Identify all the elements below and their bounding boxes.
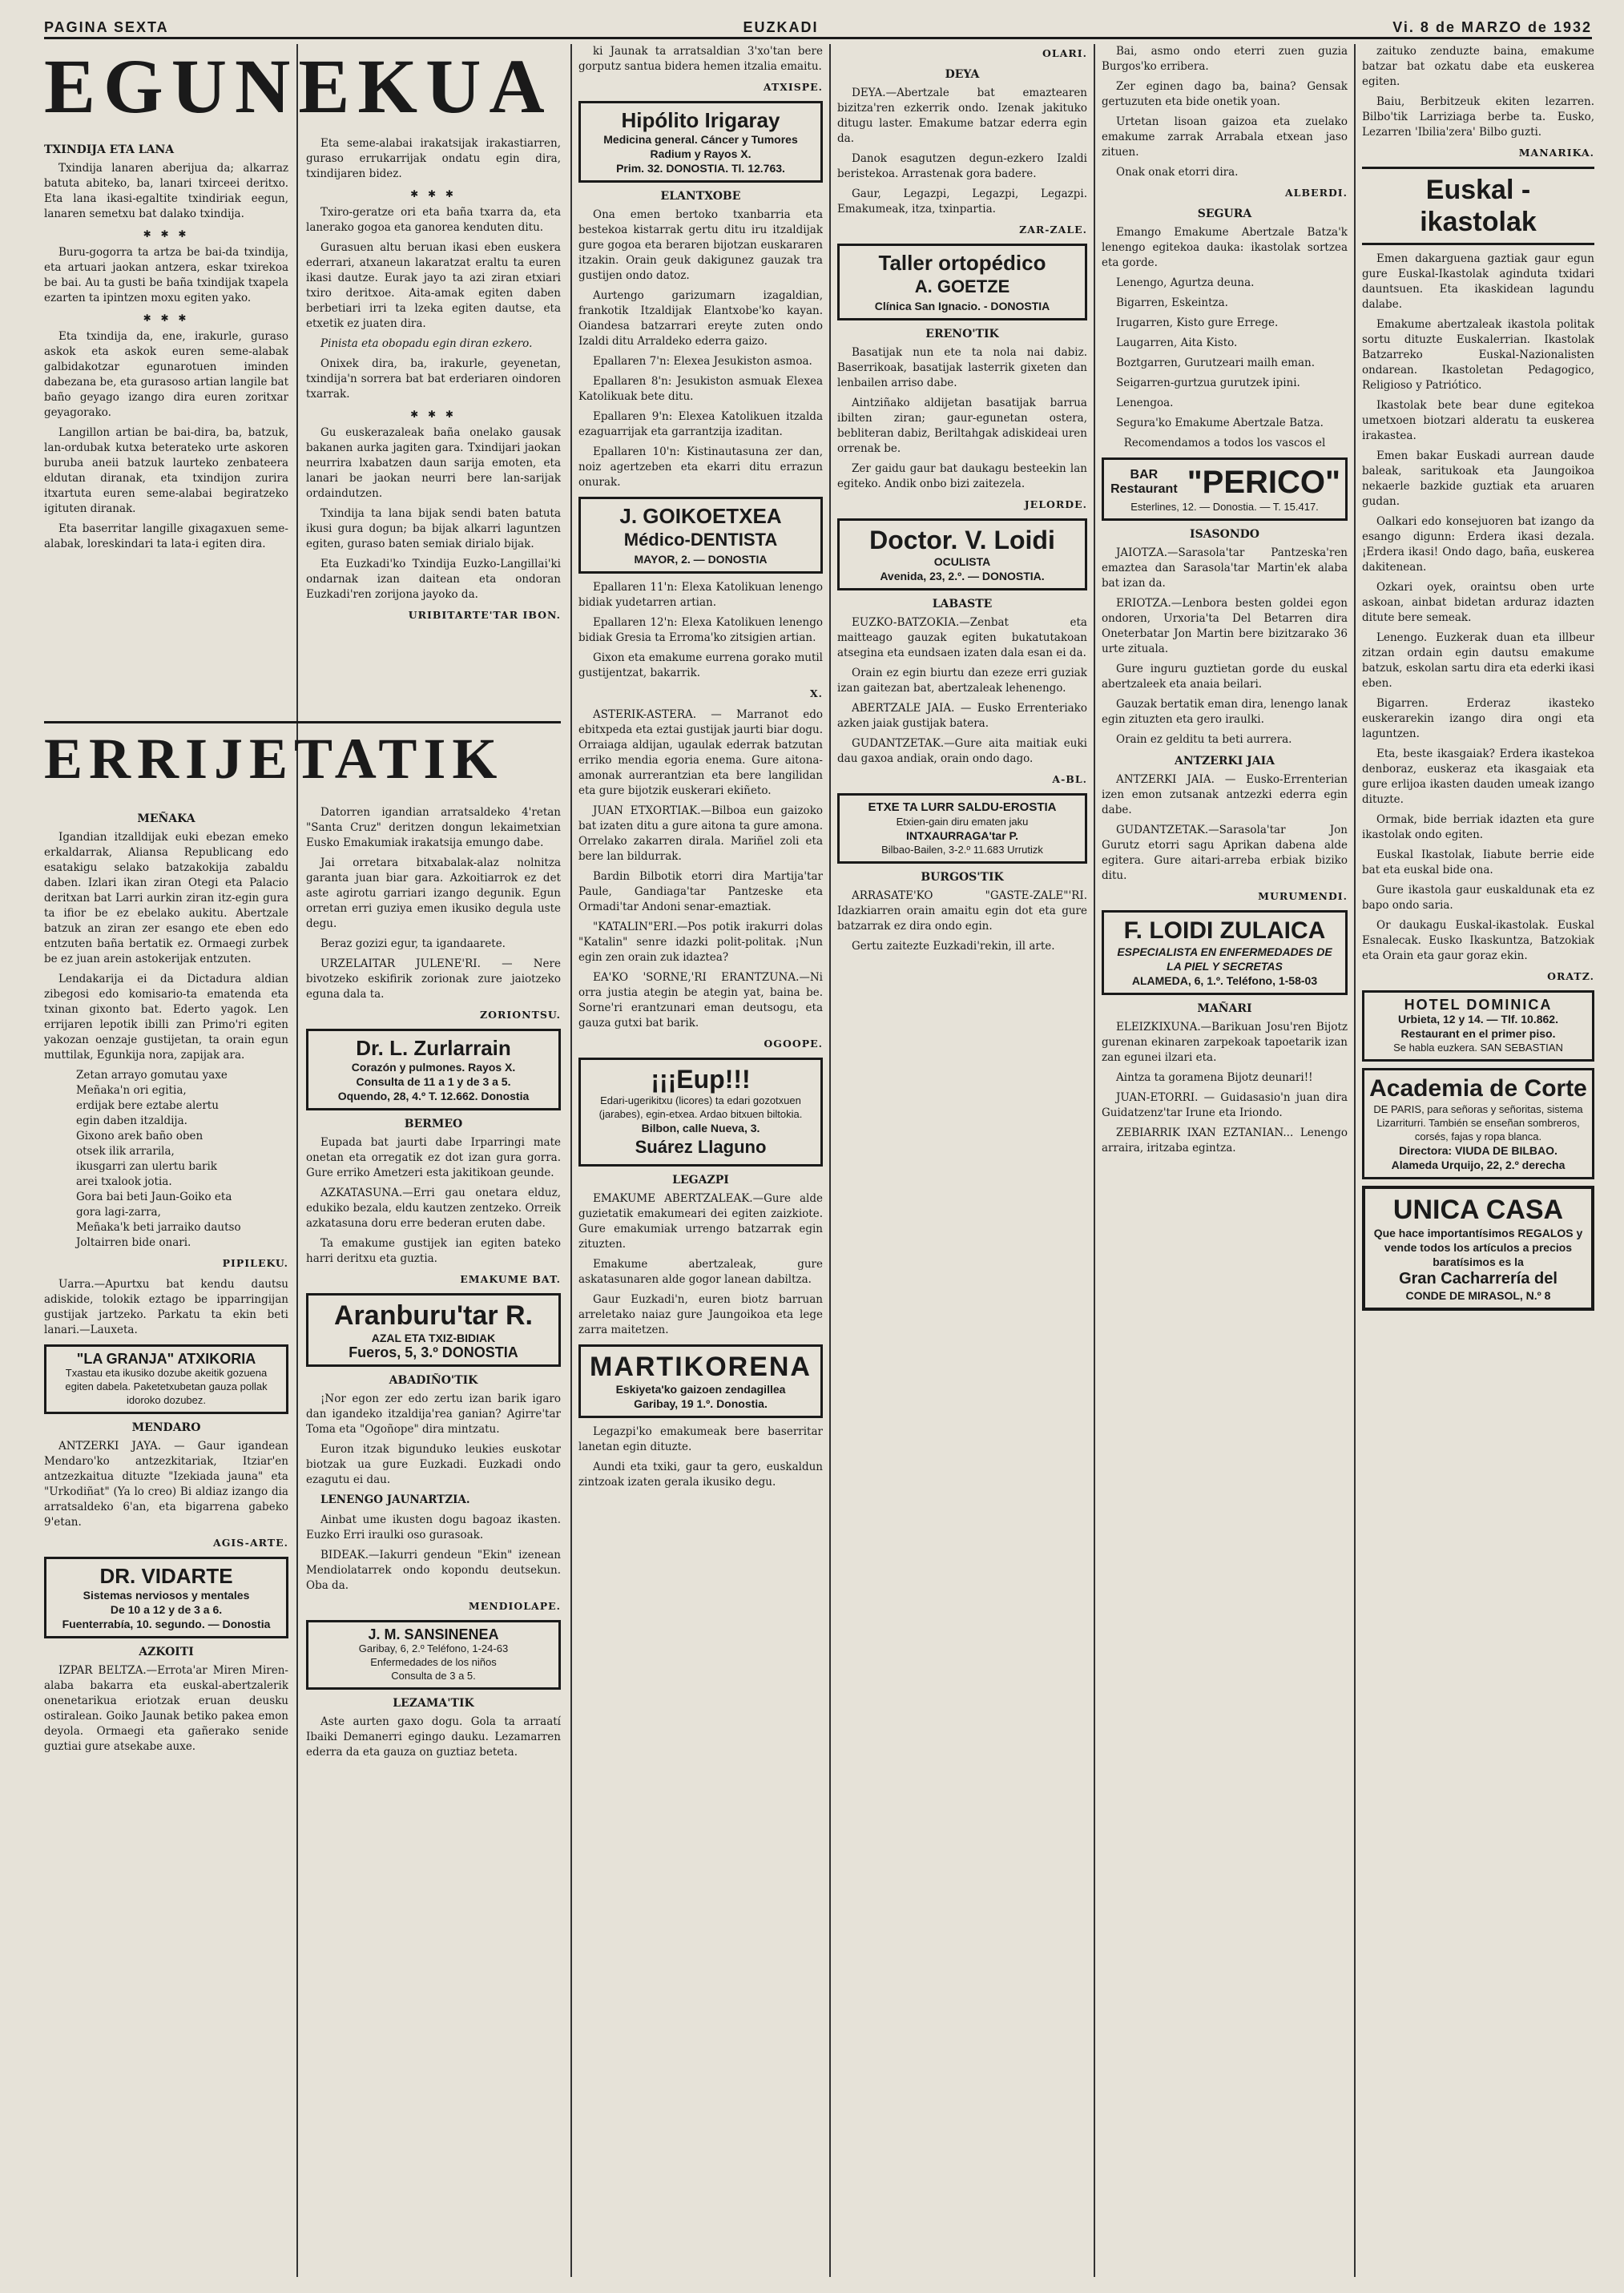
article-signature: A-BL. (1052, 773, 1087, 785)
ad-line: Gran Cacharrería del (1399, 1270, 1558, 1288)
ad-line: Que hace importantísimos REGALOS y vende todos los artículos a precios baratísimos es la (1373, 1227, 1583, 1268)
ad-title: MARTIKORENA (590, 1352, 812, 1382)
article-paragraph: Ikastolak bete bear dune egitekoa umetxoen biotzari alderatu ta euskerea irakastea. (1362, 399, 1594, 442)
article-paragraph: Bai, asmo ondo eterri zuen guzia Burgos'ko erribera. (1102, 45, 1348, 73)
ad-line: ALAMEDA, 6, 1.º. Teléfono, 1-58-03 (1131, 974, 1318, 987)
ad-line: Etxien-gain diru ematen jaku (896, 816, 1029, 828)
poem: Zetan arrayo gomutau yaxe Meñaka'n ori egitia, erdijak bere eztabe alertu egin daben itzaldija. Gixono arek baño oben otsek ilik arrarila, ikusgarri zan ulertu barik arei txalook jotia. Gora bai beti Jaun-Goiko eta gora lagi-zarra, Meñaka'k beti jarraiko dautso Joltairren bide onari. (76, 1069, 241, 1249)
article-paragraph: Uarra.—Apurtxu bat kendu dautsu adiskide, tolokik eztago be ipparringijan gustijak jartzeko. Parkatu ta ekin beti lanari.—Lauxeta. (44, 1278, 288, 1336)
article-paragraph: Onak onak etorri dira. (1116, 166, 1239, 179)
article-paragraph: Ormak, bide berriak idazten eta gure ikastolak ondo egiten. (1362, 813, 1594, 841)
article-paragraph: Recomendamos a todos los vascos el (1123, 437, 1326, 449)
article-signature: ORATZ. (1547, 970, 1594, 982)
ad-line: De 10 a 12 y de 3 a 6. (110, 1603, 223, 1616)
ad-dr-vidarte (44, 1557, 288, 1638)
ad-title: Doctor. V. Loidi (869, 526, 1055, 554)
ad-line: Clínica San Ignacio. - DONOSTIA (874, 300, 1050, 312)
column-1 (44, 805, 288, 2277)
article-signature: MANARIKA. (1518, 147, 1594, 159)
article-paragraph: Zer gaidu gaur bat daukagu besteekin lan egiteko. Andik onbo bizi zaitezela. (837, 462, 1087, 490)
article-paragraph: GUDANTZETAK.—Gure aita maitiak euki dau gaxoa andiak, orain ondo dago. (837, 737, 1087, 765)
article-paragraph: Datorren igandian arratsaldeko 4'retan "Santa Cruz" deritzen dongun lekaimetxian Eusko Emakumiak irakatsija emungo dabe. (306, 806, 561, 849)
ad-line: Restaurant en el primer piso. (1400, 1027, 1556, 1040)
article-paragraph: EA'KO 'SORNE,'RI ERANTZUNA.—Ni orra justia ategin be ategin yat, baina be. Sorne'ri erantzunari eman deutsogu, eta gauza gutxi bat barik. (578, 971, 823, 1030)
ad-title: J. M. SANSINENEA (368, 1626, 499, 1642)
article-paragraph: Txiro-geratze ori eta baña txarra da, eta lanerako gogoa eta ganorea kenduten ditu. (306, 206, 561, 234)
article-paragraph: Emakume abertzaleak ikastola politak sortu dituzte Euskalerrian. Ikastolak Batzarreko Euskal-Nazionalisten ondarean. Ikastoletan Pedagogico, Religioso y Patriótico. (1362, 318, 1594, 392)
section-heading: ANTZERKI JAIA (1174, 755, 1275, 768)
list-item: Laugarren, Aita Kisto. (1116, 336, 1238, 349)
section-heading: ERENO'TIK (925, 328, 999, 341)
ad-line: Corazón y pulmones. Rayos X. (351, 1061, 516, 1074)
column-rule (829, 44, 831, 2277)
ad-title: "LA GRANJA" ATXIKORIA (76, 1351, 256, 1367)
ad-irigaray (578, 101, 823, 183)
article-paragraph: Aintziñako aldijetan basatijak barrua ibilten ziran; gaur-egunetan ostera, bebliteran dabiz, Beriltahgak adiskideai uren orrenak be. (837, 397, 1087, 455)
list-item: Lenengoa. (1116, 397, 1174, 409)
article-paragraph: Euskal Ikastolak, Iiabute berrie eide bat eta euskal bide ona. (1362, 848, 1594, 876)
article-paragraph: Gure inguru guztietan gorde du euskal abertzaleek eta anaia beilari. (1102, 663, 1348, 691)
ad-line: Fueros, 5, 3.º DONOSTIA (349, 1344, 518, 1360)
ad-aranburu (306, 1293, 561, 1367)
ad-line: Suárez Llaguno (635, 1137, 767, 1157)
ad-bar-perico (1102, 457, 1348, 521)
ad-eup (578, 1058, 823, 1167)
ad-line: Medicina general. Cáncer y Tumores (603, 133, 798, 146)
article-paragraph: Bigarren. Erderaz ikasteko euskerarekin izango dira ongi eta laguntzen. (1362, 697, 1594, 740)
section-errijetatik (44, 721, 561, 801)
ad-title: "PERICO" (1187, 465, 1340, 500)
column-rule (1094, 44, 1095, 2277)
article-paragraph: Gu euskerazaleak baña onelako gausak bakanen aurka jagiten gara. Txindijari jaokan neurrira lxabatzen daun sarija emoten, eta lanari be jaokan neurri bere lan-sarijak ordaindutzen. (306, 426, 561, 500)
article-paragraph: ANTZERKI JAYA. — Gaur igandean Mendaro'ko antzezkitariak, Itziar'en antzezkaitua dituzte "Izekiada jauna" eta "Urkodiñat" (Ya lo creo) Bi aldiaz izango dia arratsaldeko 6'an, eta bigarrena gabeko 9'etan. (44, 1440, 288, 1529)
column-5 (1102, 44, 1348, 2277)
article-paragraph: Baiu, Berbitzeuk ekiten lezarren. Bilbo'tik Larriziaga berbe ta. Eusko, Lezarren 'Ibilia'zera' Bilbo guzti. (1362, 95, 1594, 139)
article-signature: OLARI. (1042, 47, 1087, 59)
section-title-errijetatik: ERRIJETATIK (44, 721, 561, 788)
ad-title: Aranburu'tar R. (334, 1300, 533, 1331)
ad-line: A. GOETZE (914, 276, 1010, 296)
article-paragraph: IZPAR BELTZA.—Errota'ar Miren Miren-alaba bakarra eta euskal-abertzalerik onenetarikua eriotzak eruan deusku ostiralean. Goiko Jaunak betiko pakea emon deyola. Ormaegi eta gañerako senide guztiai gure atsekabe auxe. (44, 1664, 288, 1753)
article-paragraph: Beraz gozizi egur, ta igandaarete. (320, 937, 506, 950)
ad-hotel-dominica (1362, 990, 1594, 1062)
article-paragraph: Gaur Euzkadi'n, euren biotz barruan arreletako naiaz gure Jaungoikoa eta lege zarra maitetzen. (578, 1293, 823, 1336)
ad-line: Urbieta, 12 y 14. — Tlf. 10.862. (1398, 1013, 1558, 1026)
column-2 (306, 805, 561, 2277)
article-paragraph: Eta, beste ikasgaiak? Erdera ikastekoa denboraz, euskeraz eta ikasgaiak eta gure erlijoa ikasten dauden umeak izango dituzte. (1362, 748, 1594, 806)
column-2-top (306, 136, 561, 721)
section-heading: ELANTXOBE (660, 190, 741, 203)
separator-stars: ✱ ✱ ✱ (143, 312, 190, 324)
article-signature: ZAR-ZALE. (1019, 224, 1087, 236)
ad-title: HOTEL DOMINICA (1404, 997, 1553, 1013)
article-paragraph: ARRASATE'KO "GASTE-ZALE"'RI. Idazkiarren orain amaitu egin dot eta gure batzarrak ez dira ondo egin. (837, 889, 1087, 933)
column-1-top (44, 136, 288, 721)
ad-line: Fuenterrabía, 10. segundo. — Donostia (62, 1618, 271, 1630)
section-heading: MAÑARI (1197, 1002, 1252, 1015)
article-paragraph: Emakume abertzaleak, gure askatasunaren alde gogor lanean dabiltza. (578, 1258, 823, 1286)
article-paragraph: Eta txindija da, ene, irakurle, guraso askok eta askok euren seme-alabak galbidakotzar egunarotuen iminden dabezana be, eta gurasoso artian langile bat baño geyago izango dira euren zoritxar geyagorako. (44, 330, 288, 419)
section-heading: BERMEO (404, 1118, 463, 1130)
article-paragraph: EMAKUME ABERTZALEAK.—Gure alde guzietatik emakumeari dei egiten zaizkiote. Gure emakumiak urrengo batzarrak egin zituzten. (578, 1192, 823, 1251)
article-paragraph: EUZKO-BATZOKIA.—Zenbat eta maitteago gauzak egiten bukatutakoan atsegina eta eundsaen izaten dala esan ei da. (837, 616, 1087, 659)
ad-line: Alameda Urquijo, 22, 2.º derecha (1391, 1159, 1566, 1171)
article-paragraph: LENENGO JAUNARTZIA. (320, 1493, 470, 1506)
article-paragraph: Orain ez gelditu ta beti aurrera. (1116, 733, 1292, 746)
ad-line: Esterlines, 12. — Donostia. — T. 15.417. (1130, 501, 1319, 513)
list-item: Bigarren, Eskeintza. (1116, 296, 1228, 309)
list-item: Irugarren, Kisto gure Errege. (1116, 316, 1279, 329)
masthead-name: EUZKADI (743, 18, 819, 35)
ad-academia-corte (1362, 1068, 1594, 1179)
section-heading: BURGOS'TIK (921, 871, 1004, 884)
separator-stars: ✱ ✱ ✱ (410, 188, 457, 199)
article-paragraph: Aundi eta txiki, gaur ta gero, euskaldun zintzoak izaten gerala ikusiko degu. (578, 1461, 823, 1489)
list-item: Epallaren 7'n: Elexea Jesukiston asmoa. (593, 355, 812, 368)
article-paragraph: Gurasuen altu beruan ikasi eben euskera ederrari, atxaneun lakaratzat eraltu ta euren ikasi dautze. Eurak jayo ta azi ziran etxiari txiro deritxoe. Aita-amak egiten daben berbetiari irri ta lzeka egiten dautse, eta etxetik ez juaten dira. (306, 241, 561, 330)
page-label: PAGINA SEXTA (44, 18, 169, 35)
ad-line: Avenida, 23, 2.º. — DONOSTIA. (880, 570, 1045, 582)
issue-date: Vi. 8 de MARZO de 1932 (1392, 18, 1592, 35)
article-signature: EMAKUME BAT. (460, 1273, 561, 1285)
article-paragraph: Ainbat ume ikusten dogu bagoaz ikasten. Euzko Erri iraulki oso gurasoak. (306, 1513, 561, 1541)
ad-line: ESPECIALISTA EN ENFERMEDADES DE LA PIEL Y SECRETAS (1117, 945, 1332, 973)
ad-text: Txastau eta ikusiko dozube akeitik gozuena egiten dabela. Paketetxubetan gauza pollak idoroko dozubez. (65, 1367, 268, 1406)
article-paragraph: "KATALIN"ERI.—Pos potik irakurri dolas "Katalin" senre idazki polit-politak. ¡Nun egin zen orain zuk idaztea? (578, 921, 823, 964)
article-paragraph: Emen dakarguena gaztiak gaur egun gure Euskal-Ikastolak aginduta txidari dauntsuen. Eta ikaskidean lagundu dalabe. (1362, 252, 1594, 311)
article-paragraph: Eta seme-alabai irakatsijak irakastiarren, guraso errukarrijak ondatu egin dira, txindijaren bidez. (306, 137, 561, 180)
ad-line: Consulta de 11 a 1 y de 3 a 5. (356, 1075, 511, 1088)
article-paragraph: URZELAITAR JULENE'RI. — Nere bivotzeko eskifirik zorionak zure jaiotzeko eguna dala ta. (306, 957, 561, 1001)
section-heading: LABASTE (932, 598, 993, 611)
ad-title: Dr. L. Zurlarrain (356, 1036, 511, 1060)
article-paragraph: Txindija lanaren aberijua da; alkarraz batuta abiteko, ba, lanari txirceei deritxo. Eta lana ikasi-egaltite txindiriak eegun, lanaren semetxu bat dalako txindija. (44, 162, 288, 220)
article-paragraph: Pinista eta obopadu egin diran ezkero. (320, 337, 533, 350)
article-paragraph: JUAN ETXORTIAK.—Bilboa eun gaizoko bat izaten ditu a gure aitona ta gure amona. Orrelako zakarren dirala. Mariñel zoli eta bere lan bildurrak. (578, 804, 823, 863)
ad-doctor-loidi (837, 518, 1087, 590)
article-paragraph: Gixon eta emakume eurrena gorako mutil gustijentzat, bakarrik. (578, 651, 823, 679)
article-signature: X. (809, 687, 823, 699)
ad-dr-zurlarrain (306, 1029, 561, 1110)
article-signature: ZORIONTSU. (480, 1009, 561, 1021)
ad-line: Edari-ugerikitxu (licores) ta edari gozotxuen (jarabes), egin-etxea. Ardao bitxuen biltokia. (598, 1094, 803, 1120)
ad-title: Euskal - ikastolak (1420, 175, 1537, 237)
article-paragraph: Epallaren 12'n: Elexa Katolikuen lenengo bidiak Gresia ta Erroma'ko zitsigien artian. (578, 616, 823, 644)
ad-line: Garibay, 6, 2.º Teléfono, 1-24-63 (358, 1642, 509, 1654)
separator-stars: ✱ ✱ ✱ (410, 409, 457, 420)
article-paragraph: Basatijak nun ete ta nola nai dabiz. Baserrikoak, basatijak lasterrik gixeten dan lenbailen arriso dabe. (837, 346, 1087, 389)
article-paragraph: Buru-gogorra ta artza be bai-da txindija, eta artuari jaokan antzera, eskar txirekoa be bai. Au ta gusti be baña txindijak txapela ezarten ta ipintzen moxu egiten yako. (44, 246, 288, 304)
ad-title: Academia de Corte (1369, 1075, 1587, 1102)
section-heading: AZKOITI (139, 1646, 194, 1658)
article-paragraph: Danok esagutzen degun-ezkero Izaldi beristekoa. Arrastenak gora badere. (837, 152, 1087, 180)
article-signature: ATXISPE. (763, 81, 823, 93)
article-paragraph: Euron itzak bigunduko leukies euskotar biotzak ua gure Euzkadi. Euzkadi ondo ezagutu ei dau. (306, 1443, 561, 1486)
article-paragraph: ZEBIARRIK IXAN EZTANIAN... Lenengo arraira, iritzaba egintza. (1102, 1126, 1348, 1155)
ad-title: UNICA CASA (1392, 1195, 1564, 1225)
ad-title: ¡¡¡Eup!!! (651, 1065, 751, 1094)
article-paragraph: Eta Euzkadi'ko Txindija Euzko-Langillai'ki ondarnak izan daitean eta ondoran Euzkadi'ren zorijona jayoko da. (306, 558, 561, 601)
article-signature: MENDIOLAPE. (468, 1600, 561, 1612)
ad-line: Radium y Rayos X. (650, 147, 752, 160)
section-heading: MENDARO (131, 1421, 201, 1434)
article-paragraph: Gauzak bertatik eman dira, lenengo lanak egin zituzten eta gero iraulki. (1102, 698, 1348, 726)
ad-euskal-ikastolak (1362, 167, 1594, 245)
ad-line: CONDE DE MIRASOL, N.º 8 (1405, 1289, 1551, 1302)
ad-title: F. LOIDI ZULAICA (1123, 917, 1326, 944)
column-6 (1362, 44, 1594, 2277)
article-paragraph: zaituko zenduzte baina, emakume batzar bat ozkatu dabe eta euskerea egiten. (1362, 45, 1594, 88)
ad-line: Enfermedades de los niños (370, 1656, 497, 1668)
article-paragraph: BIDEAK.—Iakurri gendeun "Ekin" izenean Mendiolatarrek ondo kopondu deutsekun. Oba da. (306, 1549, 561, 1592)
article-paragraph: Zer eginen dago ba, baina? Gensak gertuzuten eta bide onetik yoan. (1102, 80, 1348, 108)
ad-sansinenea (306, 1620, 561, 1690)
article-heading: TXINDIJA ETA LANA (44, 143, 175, 156)
article-paragraph: Emen bakar Euskadi aurrean daude baleak, saritukoak eta Jaungoikoa nekaerle bazkide guztiak eta aruaren gudan. (1362, 449, 1594, 508)
article-paragraph: Ona emen bertoko txanbarria eta bestekoa kistarrak gertu ditu iru itzaldijak gure gogoa eta beraren bijotzan euskararen itzakin. Orain geuk dakigunez gauzak tra gustijen ondo datoz. (578, 208, 823, 282)
article-paragraph: Gure ikastola gaur euskaldunak eta ez bapo ondo saria. (1362, 884, 1594, 912)
section-heading: MEÑAKA (137, 812, 195, 825)
section-heading: DEYA (945, 68, 980, 81)
list-item: Lenengo, Agurtza deuna. (1116, 276, 1255, 289)
article-paragraph: ELEIZKIXUNA.—Barikuan Josu'ren Bijotz gurenan ekinaren zarpekoak tapoetarik izan zan egunei ilzari eta. (1102, 1021, 1348, 1064)
ad-title: ETXE TA LURR SALDU-EROSTIA (868, 800, 1057, 814)
article-paragraph: JAIOTZA.—Sarasola'tar Pantzeska'ren emaztea dan Sarasola'tar Martin'ek alaba bat izan da. (1102, 546, 1348, 590)
article-signature: PIPILEKU. (222, 1257, 288, 1269)
article-paragraph: ki Jaunak ta arratsaldian 3'xo'tan bere gorputz santua bidera hemen itzalia emaitu. (578, 45, 823, 73)
ad-line: Se habla euzkera. SAN SEBASTIAN (1393, 1042, 1563, 1054)
list-item: Epallaren 10'n: Kistinautasuna zer dan, noiz agertzeben eta ekarri ditu errazun onurak. (578, 445, 823, 489)
list-item: Epallaren 9'n: Elexea Katolikuen itzalda ezaguarrijak eta garrantzija izaditan. (578, 410, 823, 438)
article-paragraph: ERIOTZA.—Lenbora besten goldei egon ondoren, Urxoria'ta Del Betarren dira Oneterbatar Jon Martin bere bizitzarako 36 urte zituala. (1102, 597, 1348, 655)
ad-taller-ortopedico (837, 244, 1087, 320)
article-paragraph: DEYA.—Abertzale bat emaztearen bizitza'ren ezkerrik ondo. Izenak jakituko ditugu laster. Emakume batzar ederra egin da. (837, 87, 1087, 145)
article-paragraph: Aste aurten gaxo dogu. Gola ta arraatí Ibaiki Demanerri egingo dauku. Lezamarren ederra da eta gauza on guztiaz beteta. (306, 1715, 561, 1759)
article-paragraph: Eta baserritar langille gixagaxuen seme-alabak, loreskindari ta lata-i egiten dira. (44, 522, 288, 550)
ad-loidi-zulaica (1102, 910, 1348, 995)
ad-martikorena (578, 1344, 823, 1418)
column-rule (1354, 44, 1356, 2277)
article-paragraph: Or daukagu Euskal-ikastolak. Euskal Esnalecak. Eusko Ikaskuntza, Batzokiak eta Orain eta gaur goraz ekin. (1362, 919, 1594, 962)
section-heading: ABADIÑO'TIK (389, 1374, 478, 1387)
article-paragraph: Ta emakume gustijek ian egiten bateko harri deritxu eta guztia. (306, 1237, 561, 1265)
article-signature: URIBITARTE'TAR IBON. (408, 609, 561, 621)
section-heading: LEGAZPI (672, 1174, 729, 1187)
article-paragraph: Aintza ta goramena Bijotz deunari!! (1116, 1071, 1313, 1084)
ad-line: Bilbon, calle Nueva, 3. (641, 1122, 760, 1134)
article-paragraph: Eupada bat jaurti dabe Irparringi mate onetan eta orregatik ez dot izan gura gorra. Gure erriko Ametzeri esta jakitikoan geunde. (306, 1136, 561, 1179)
article-paragraph: Urtetan lisoan gaizoa eta zuelako emakume zarrak Arrabala etxean jaso zituen. (1102, 115, 1348, 159)
article-paragraph: Aurtengo garizumarn izagaldian, frankotik Itzaldijak Elantxobe'ko kayan. Oiandesa batzarrari ereyte zuten ondo Izaldi ditu Arraldeko ederra gaizo. (578, 289, 823, 348)
list-item: Segura'ko Emakume Abertzale Batza. (1116, 417, 1324, 429)
article-paragraph: Oalkari edo konsejuoren bat izango da esango digunn: Erdera ikasi dezala. ¡Erdera ikasi! Ondo dago, baña, euskerea dakitenean. (1362, 515, 1594, 574)
article-paragraph: Ozkari oyek, oraintsu oben urte askoan, ainbat bidetan arduraz idazten ditute bere semeak. (1362, 581, 1594, 624)
ad-line: Médico-DENTISTA (623, 530, 778, 550)
ad-line: Directora: VIUDA DE BILBAO. (1399, 1144, 1558, 1157)
list-item: Seigarren-gurtzua gurutzek ipini. (1116, 377, 1300, 389)
ad-unica-casa (1362, 1186, 1594, 1311)
article-paragraph: Bardin Bilbotik etorri dira Martija'tar Paule, Gandiaga'tar Pantzeske eta Ormadi'tar Andoni senar-emaztiak. (578, 870, 823, 913)
article-paragraph: ANTZERKI JAIA. — Eusko-Errenterian izen emon zutsanak antzezki ederra egin dabe. (1102, 773, 1348, 816)
article-signature: OGOOPE. (764, 1038, 823, 1050)
article-paragraph: Lendakarija ei da Dictadura aldian zibegosi edo komisario-ta ematenda eta txinan gixonto bat. Ederto yagok. Len errijaren lepotik ibilli zan Primo'ri egiten yakozan oenzaje gustijetan, ta orain egun muttilak, Egunkija nora, zapijak ara. (44, 973, 288, 1062)
list-item: Epallaren 8'n: Jesukiston asmuak Elexea Katolikuak bete ditu. (578, 375, 823, 403)
article-paragraph: Gertu zaitezte Euzkadi'rekin, ill arte. (852, 940, 1055, 953)
article-paragraph: AZKATASUNA.—Erri gau onetara elduz, edukiko bezala, eldu kautzen zentzeko. Orreik azkatasuna doru erre bederan eruten dabe. (306, 1187, 561, 1230)
article-paragraph: Onixek dira, ba, irakurle, geyenetan, txindija'n sorrera bat bat erderiaren oindoren txarrak. (306, 357, 561, 401)
section-title-egunekua: EGUNEKUA (44, 48, 553, 129)
article-paragraph: Lenengo. Euzkerak duan eta illbeur zitzan ordain egin dautsu emakume batzuk, eskolan sartu dira eta ederki ikasi eben. (1362, 631, 1594, 690)
article-paragraph: ABERTZALE JAIA. — Eusko Errenteriako azken jaiak gustijak batera. (837, 702, 1087, 730)
ad-line: Bilbao-Bailen, 3-2.º 11.683 Urrutizk (881, 844, 1043, 856)
ad-title: DR. VIDARTE (99, 1564, 233, 1588)
ad-title: Taller ortopédico (878, 251, 1046, 275)
article-paragraph: Emango Emakume Abertzale Batza'k lenengo egitekoa dauka: ikastolak sortzea eta gorde. (1102, 226, 1348, 269)
article-signature: ALBERDI. (1284, 187, 1348, 199)
separator-stars: ✱ ✱ ✱ (143, 228, 190, 240)
ad-line: DE PARIS, para señoras y señoritas, sistema Lizarriturri. También se enseñan sombreros, corsés, fajas y ropa blanca. (1373, 1103, 1583, 1142)
section-heading: LEZAMA'TIK (393, 1697, 474, 1710)
ad-line: AZAL ETA TXIZ-BIDIAK (371, 1332, 496, 1344)
article-paragraph: Langillon artian be bai-dira, ba, batzuk, lan-ordubak kutxa beterateko urte askoren buruba aneii batzuk laurteko zenbateera eldutan diranak, eta txindijon zurira itxartuta euren seme-alabai begiratzeko igituten diranak. (44, 426, 288, 515)
article-paragraph: Txindija ta lana bijak sendi baten batuta ikusi gura dogun; ba bijak alkarri laguntzen egiten, guraso baten semiak dirialo bijak. (306, 507, 561, 550)
ad-la-granja (44, 1344, 288, 1414)
ad-title: Hipólito Irigaray (621, 108, 780, 132)
ad-etxe-lurr (837, 793, 1087, 864)
article-paragraph: Legazpi'ko emakumeak bere baserritar lanetan egin dituzte. (578, 1425, 823, 1453)
article-paragraph: ¡Nor egon zer edo zertu izan barik igaro dan igandeko itzaldija'rea ganian? Agirre'tar Toma eta "Ogoñope" dira mintzatu. (306, 1392, 561, 1436)
column-rule (570, 44, 572, 2277)
article-paragraph: ASTERIK-ASTERA. — Marranot edo ebitxpeda eta eztai gustijak jaurti biar dogu. Orraiaga aldijan, ugaulak ederrak batzutan erriko mendia egoria enema. Gure aitona-amonak aurrerantzian eta bere langilidan eta gure bijotzik euskerari ekiñeto. (578, 708, 823, 797)
ad-line: Oquendo, 28, 4.º T. 12.662. Donostia (337, 1090, 530, 1102)
article-paragraph: Igandian itzalldijak euki ebezan emeko erkaldarrak, Aliansa Republicang edo esatakigu selako batzakokija zabaldu daben. Izlari ikan ziran Otegi eta Palacio deritxan bat Larri aurkin ziran itz-egin gura ta ifior be ez ebelako aukitu. Abertzale batzuk an ziran zer esango ete eben edo entzuten baña bertatik ez. Ormaegi zurbek be ez juan arein astokerijak entzuten. (44, 831, 288, 965)
article-paragraph: GUDANTZETAK.—Sarasola'tar Jon Gurutz etorri sagu Aprikan dabena alde egitera. Gure aitari-arreba erbiak biziko ditu. (1102, 824, 1348, 882)
column-4 (837, 44, 1087, 2277)
article-paragraph: JUAN-ETORRI. — Guidasasio'n juan dira Guidatzenz'tar Irune eta Iriondo. (1102, 1091, 1348, 1119)
article-signature: JELORDE. (1024, 498, 1087, 510)
running-head (44, 18, 1592, 39)
ad-left-label: BAR Restaurant (1110, 468, 1178, 496)
article-paragraph: Epallaren 11'n: Elexa Katolikuan lenengo bidiak yudetarren artian. (578, 581, 823, 609)
section-heading: ISASONDO (1190, 528, 1259, 541)
ad-line: Prim. 32. DONOSTIA. Tl. 12.763. (616, 162, 785, 175)
ad-title: J. GOIKOETXEA (619, 504, 782, 528)
list-item: Boztgarren, Gurutzeari mailh eman. (1116, 357, 1316, 369)
column-3 (578, 44, 823, 2277)
section-heading: SEGURA (1197, 208, 1252, 220)
article-signature: AGIS-ARTE. (213, 1537, 288, 1549)
article-paragraph: Jai orretara bitxabalak-alaz nolnitza garanta juan biar gara. Azkoitiarrok ez det aste agirotu garriari izango degunik. Egun orretan erri guziya emen ikusiko degula uste degu. (306, 856, 561, 930)
ad-line: MAYOR, 2. — DONOSTIA (634, 553, 768, 566)
article-signature: MURUMENDI. (1258, 890, 1348, 902)
ad-line: Garibay, 19 1.º. Donostia. (634, 1397, 768, 1410)
ad-line: Eskiyeta'ko gaizoen zendagillea (615, 1383, 786, 1396)
ad-line: INTXAURRAGA'tar P. (906, 829, 1018, 842)
ad-line: OCULISTA (933, 555, 991, 568)
article-paragraph: Gaur, Legazpi, Legazpi, Legazpi. Emakumeak, itza, txinpartia. (837, 187, 1087, 216)
ad-line: Sistemas nerviosos y mentales (83, 1589, 250, 1602)
article-paragraph: Orain ez egin biurtu dan ezeze erri guziak izan gaitezan bat, abertzaleak lehenengo. (837, 667, 1087, 695)
ad-goikoetxea (578, 497, 823, 574)
ad-line: Consulta de 3 a 5. (391, 1670, 476, 1682)
